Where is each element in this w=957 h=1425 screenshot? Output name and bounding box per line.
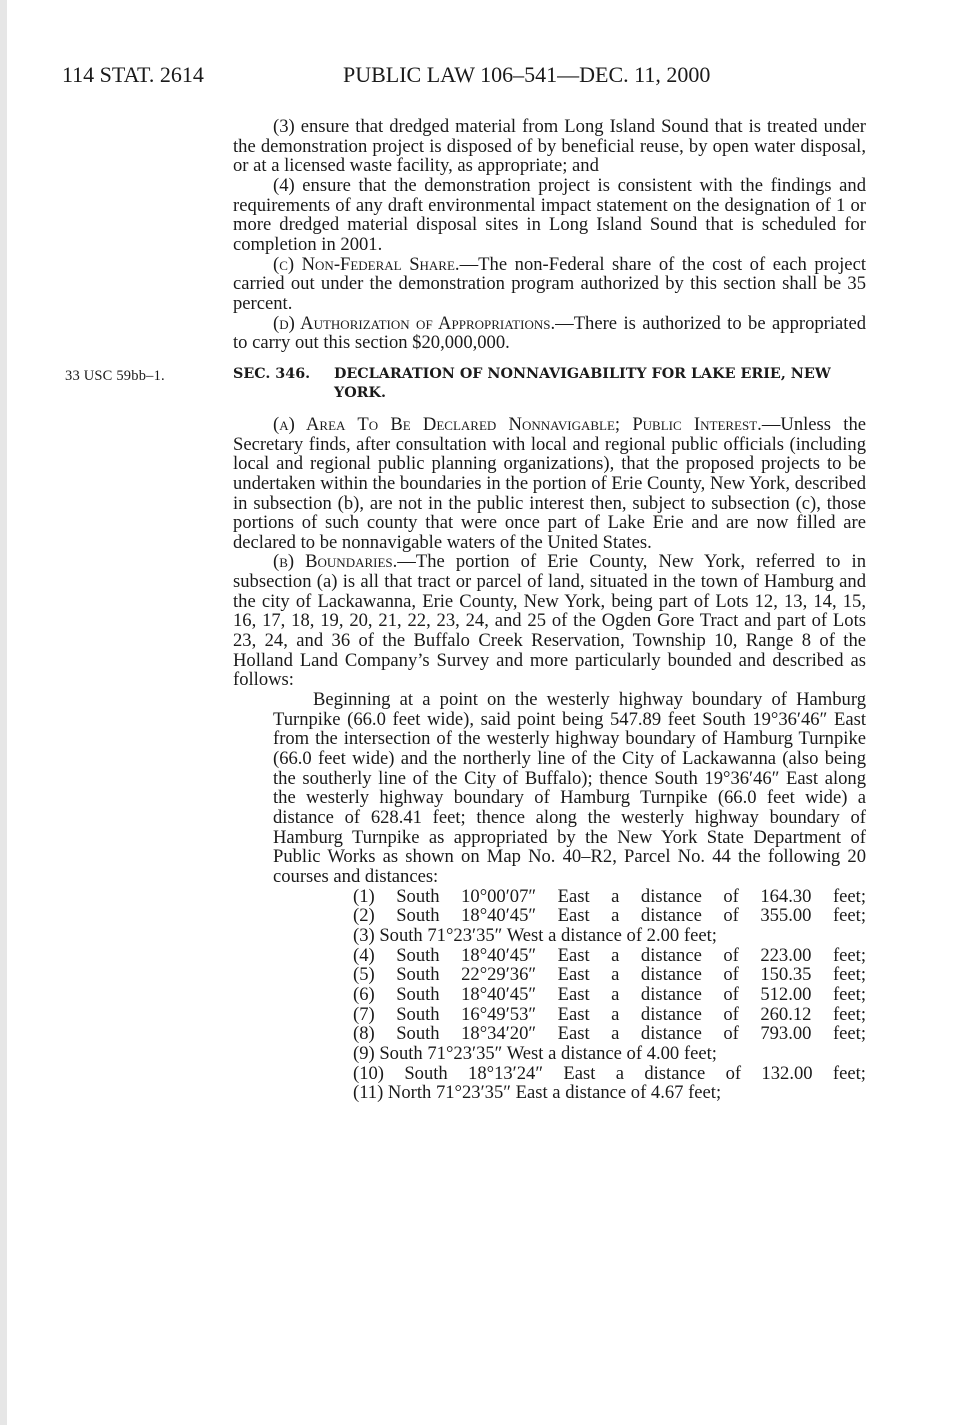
course-word: South [396, 944, 440, 966]
section-heading [65, 365, 866, 403]
course-word: East [557, 1003, 590, 1025]
course-word: a [611, 944, 620, 966]
course-word: 512.00 [760, 983, 812, 1005]
course-word: East [557, 885, 590, 907]
course-word: feet; [832, 885, 866, 907]
course-word: East [557, 964, 590, 986]
section-title-line-2: YORK. [334, 384, 386, 401]
course-word: feet; [832, 905, 866, 927]
course-word: (6) [353, 983, 375, 1005]
course-word: distance [640, 964, 702, 986]
course-word: 18°40′45″ [461, 944, 537, 966]
paragraph-4: (4) ensure that the demonstration project is consistent with the findings and requirements of any draft environmental impact statement on the designation of 1 or more dredged material disposal sites in Long Island Sound that is scheduled for completion in 2001. [233, 174, 866, 255]
course-line [353, 906, 866, 926]
course-word: 18°13′24″ [468, 1062, 544, 1084]
course-line [353, 965, 866, 985]
course-word: feet; [832, 1023, 866, 1045]
subsection-c-heading: (c) Non-Federal Share. [273, 253, 460, 275]
subsection-b-text: —The portion of Erie County, New York, referred to in subsection (a) is all that tract or parcel of land, situated in the town of Hamburg and the city of Lackawanna, Erie County, New York, being part of Lots 12, 13, 14, 15, 16, 17, 18, 19, 20, 21, 22, 23, 24, and 25 of the Ogden Gore Tract and part of Lots 23, 24, and 36 of the Buffalo Creek Reservation, Township 10, Range 8 of the Holland Land Company’s Survey and more particularly bounded and described as follows: [233, 551, 866, 691]
course-word: distance [640, 885, 702, 907]
course-word: East [557, 944, 590, 966]
course-word: 132.00 [761, 1062, 813, 1084]
course-word: South [396, 885, 440, 907]
course-word: 223.00 [760, 944, 812, 966]
law-title-date: PUBLIC LAW 106–541—DEC. 11, 2000 [343, 62, 711, 87]
course-word: of [723, 1003, 739, 1025]
course-word: a [611, 1023, 620, 1045]
course-word: feet; [832, 944, 866, 966]
course-word: of [723, 1023, 739, 1045]
course-word: a [615, 1062, 625, 1084]
course-word: 16°49′53″ [461, 1003, 537, 1025]
course-line: (9) South 71°23′35″ West a distance of 4.00 feet; [353, 1042, 717, 1064]
subsection-d-text: —There is authorized to be appropriated to carry out this section $20,000,000. [233, 312, 866, 354]
body-text [65, 116, 866, 1104]
margin-citation: 33 USC 59bb–1. [65, 367, 165, 384]
course-word: South [404, 1062, 448, 1084]
course-line [353, 985, 866, 1005]
course-word: 150.35 [760, 964, 812, 986]
course-word: East [557, 905, 590, 927]
course-word: East [557, 1023, 590, 1045]
course-word: distance [640, 983, 702, 1005]
course-word: feet; [832, 983, 866, 1005]
page-edge [0, 0, 7, 1425]
course-word: of [723, 944, 739, 966]
course-word: distance [640, 1023, 702, 1045]
course-word: feet; [832, 964, 866, 986]
section-title-line-1: DECLARATION OF NONNAVIGABILITY FOR LAKE ERIE, NEW [334, 365, 831, 382]
course-word: feet; [832, 1003, 866, 1025]
course-word: 260.12 [760, 1003, 812, 1025]
course-line [353, 1064, 866, 1084]
course-word: distance [640, 905, 702, 927]
course-word: (8) [353, 1023, 375, 1045]
subsection-b-heading: (b) Boundaries. [273, 551, 398, 573]
course-word: distance [644, 1062, 706, 1084]
course-word: South [396, 1003, 440, 1025]
course-word: distance [640, 1003, 702, 1025]
course-line [353, 946, 866, 966]
subsection-b [233, 552, 866, 690]
boundary-description: Beginning at a point on the westerly highway boundary of Hamburg Turnpike (66.0 feet wide), said point being 547.89 feet South 19°36′46″ East from the intersection of the westerly highway boundary of Hamburg Turnpike (66.0 feet wide) and the northerly line of the City of Lackawanna (also being the southerly line of the City of Buffalo); thence South 19°36′46″ East along the westerly highway boundary of Hamburg Turnpike (66.0 feet wide) a distance of 628.41 feet; thence along the westerly highway boundary of Hamburg Turnpike as appropriated by the New York State Department of Public Works as shown on Map No. 40–R2, Parcel No. 44 the following 20 courses and distances: [273, 689, 866, 887]
course-word: a [611, 964, 620, 986]
course-line [353, 1005, 866, 1025]
course-word: South [396, 905, 440, 927]
course-word: South [396, 1023, 440, 1045]
subsection-d-heading: (d) Authorization of Appropriations. [273, 312, 556, 334]
section-number: SEC. 346. [233, 365, 311, 382]
subsection-c [233, 255, 866, 314]
course-line: (11) North 71°23′35″ East a distance of 4.67 feet; [353, 1082, 722, 1104]
course-word: (5) [353, 964, 375, 986]
course-word: 10°00′07″ [461, 885, 537, 907]
course-word: (1) [353, 885, 375, 907]
course-word: a [611, 905, 620, 927]
subsection-a [233, 415, 866, 553]
course-word: of [725, 1062, 742, 1084]
running-header [0, 62, 957, 92]
courses-list [233, 887, 866, 1103]
course-word: East [563, 1062, 596, 1084]
course-word: (7) [353, 1003, 375, 1025]
course-word: East [557, 983, 590, 1005]
course-word: of [723, 905, 739, 927]
course-word: a [611, 885, 620, 907]
course-word: 18°40′45″ [461, 905, 537, 927]
course-word: 18°40′45″ [461, 983, 537, 1005]
subsection-a-text: —Unless the Secretary finds, after consultation with local and regional public officials (including local and regional public planning organizations), that the proposed projects to be undertaken within the boundaries in the portion of Erie County, New York, described in subsection (b), are not in the public interest then, subject to subsection (c), those portions of such county that were once part of Lake Erie and are now filled are declared to be nonnavigable waters of the United States. [233, 413, 866, 553]
course-word: 355.00 [760, 905, 812, 927]
course-word: South [396, 964, 440, 986]
subsection-a-heading: (a) Area To Be Declared Nonnavigable; Public Interest. [273, 413, 762, 435]
course-word: 22°29′36″ [461, 964, 537, 986]
course-word: feet; [832, 1062, 866, 1084]
course-word: of [723, 964, 739, 986]
subsection-c-text: —The non-Federal share of the cost of each project carried out under the demonstration program authorized by this section shall be 35 percent. [233, 253, 866, 314]
course-word: a [611, 983, 620, 1005]
course-word: (2) [353, 905, 375, 927]
course-word: 164.30 [760, 885, 812, 907]
course-word: (4) [353, 944, 375, 966]
course-word: (10) [353, 1062, 384, 1084]
course-word: of [723, 885, 739, 907]
course-word: 793.00 [760, 1023, 812, 1045]
course-line [353, 1024, 866, 1044]
course-word: 18°34′20″ [461, 1023, 537, 1045]
course-word: a [611, 1003, 620, 1025]
paragraph-3: (3) ensure that dredged material from Long Island Sound that is treated under the demonstration project is disposed of by beneficial reuse, by open water disposal, or at a licensed waste facility, as appropriate; and [233, 116, 866, 177]
course-line: (3) South 71°23′35″ West a distance of 2.00 feet; [353, 924, 717, 946]
statute-page-number: 114 STAT. 2614 [62, 62, 204, 87]
course-word: of [723, 983, 739, 1005]
course-line [353, 887, 866, 907]
course-word: South [396, 983, 440, 1005]
subsection-d [233, 314, 866, 353]
course-word: distance [640, 944, 702, 966]
